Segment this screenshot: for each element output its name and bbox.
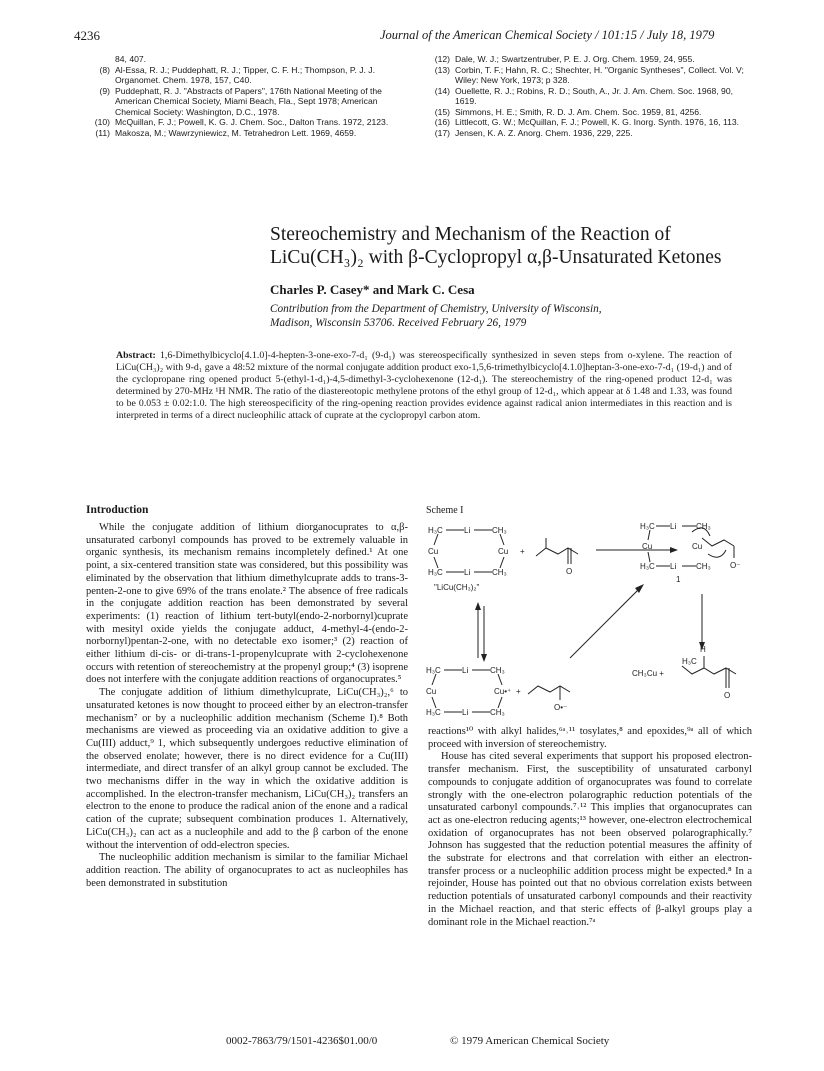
reference-text: 84, 407.	[115, 54, 147, 64]
abstract	[116, 350, 732, 422]
title-line-1: Stereochemistry and Mechanism of the Reaction of	[270, 224, 671, 245]
hydrogen-label: H	[700, 645, 706, 654]
abstract-label: Abstract:	[116, 350, 156, 361]
bond	[500, 557, 504, 568]
reference-text: McQuillan, F. J.; Powell, K. G. J. Chem. Soc., Dalton Trans. 1972, 2123.	[115, 117, 389, 127]
product-skeleton	[682, 666, 736, 674]
reference-item	[84, 117, 404, 128]
enone-skeleton	[536, 548, 578, 556]
reference-text: Puddephatt, R. J. "Abstracts of Papers", 176th National Meeting of the American Chemical Society, Miami Beach, Fla., Sept 1978; American Chemical Society: Washington, D.C., 1978.	[115, 85, 382, 117]
copper-radical-cation-label: Cu•⁺	[494, 687, 512, 696]
reference-number	[84, 54, 115, 65]
reference-number: (12)	[434, 54, 450, 64]
lithium-label: Li	[462, 666, 469, 675]
section-heading-introduction: Introduction	[86, 504, 149, 516]
paragraph: House has cited several experiments that support his proposed electron-transfer mechanism. First, the susceptibility of unsaturated carbonyl compounds to conjugate addition of organocuprates was found to correlate strongly with the one-electron polarographic reduction potentials of the unsaturated carbonyl compounds.⁷˒¹² This implies that organocuprates can act as one-electron reducing agents;¹³ however, one-electron electrochemical oxidation of organocuprates has not been observed polarographically.⁷ Johnson has suggested that the reduction potential measures the affinity of the substrate for electrons and that correlation with either an electron-transfer process or a nucleophilic addition process might be expected.⁸ In a rejoinder, House has pointed out that no obvious correlation exists between reduction potentials of unsaturated carbonyl compounds and their reactivity in the Michael reaction, and that steric effects of β-alkyl groups play a dominant role in the Michael reaction.⁷ᵃ	[428, 751, 752, 928]
reference-item	[424, 117, 750, 128]
reference-text: Ouellette, R. J.; Robins, R. D.; South, A., Jr. J. Am. Chem. Soc. 1968, 90, 1619.	[455, 85, 733, 106]
reference-item	[424, 86, 750, 107]
title-line-2: LiCu(CH₃)₂ with β-Cyclopropyl α,β-Unsaturated Ketones	[270, 247, 722, 268]
left-column-body	[86, 522, 408, 890]
methyl-label: CH₃	[696, 562, 711, 571]
bond	[498, 674, 502, 685]
page-number: 4236	[74, 28, 100, 43]
reference-item	[424, 65, 750, 86]
copper-label: Cu	[498, 547, 509, 556]
bond	[500, 534, 504, 545]
article-title	[270, 223, 790, 269]
affiliation-line-2: Madison, Wisconsin 53706. Received February 26, 1979	[270, 317, 527, 329]
references-right	[424, 54, 750, 138]
methyl-label: H₃C	[428, 568, 443, 577]
scheme-label: Scheme I	[426, 505, 464, 516]
plus-sign: +	[520, 547, 525, 556]
affiliation	[270, 302, 750, 330]
oxygen-label: O	[724, 691, 731, 700]
reference-number: (9)	[99, 85, 110, 96]
lithium-label: Li	[670, 562, 677, 571]
paragraph: The nucleophilic addition mechanism is similar to the familiar Michael addition reaction. The ability of organocuprates to act as nucleophiles has been demonstrated in substitution	[86, 852, 408, 889]
reference-text: Al-Essa, R. J.; Puddephatt, R. J.; Tipper, C. F. H.; Thompson, P. J. J. Organomet. Chem. 1978, 157, C40.	[115, 64, 375, 85]
abstract-text: 1,6-Dimethylbicyclo[4.1.0]-4-hepten-3-one-exo-7-d₁ (9-d₁) was stereospecifically synthesized in seven steps from o-xylene. The reaction of LiCu(CH₃)₂ with 9-d₁ gave a 48:52 mixture of the normal conjugate addition product exo-1,5,6-trimethylbicyclo[4.1.0]heptan-3-one-exo-7-d₁ (19-d₁) and of the cyclopropane ring opened product 5-(ethyl-1-d₁)-4,5-dimethyl-3-cyclohexenone (12-d₁). The stereochemistry of the ring-opened product 12-d₁ was determined by 270-MHz ¹H NMR. The ratio of the diastereotopic methylene protons of the ethyl group of 12-d₁, which appear at δ 1.48 and 1.33, was found to be 0.053 ± 0.02:1.0. The high stereospecificity of the ring-opening reaction provides evidence against radical anion intermediates in this reaction and is interpreted in terms of a direct nucleophilic attack of cuprate at the cyclopropyl carbon atom.	[116, 350, 732, 421]
paragraph: While the conjugate addition of lithium diorganocuprates to α,β-unsaturated carbonyl compounds has proved to be extremely valuable in organic synthesis, its mechanism remains incompletely defined.¹ At one point, a six-centered transition state was considered, but this possibility was eliminated by the observation that lithium dimethylcuprate adds to trans-3-penten-2-one to give 69% of the trans enolate.² The absence of free radicals in the conjugate addition reaction has been demonstrated by several experiments: (1) reaction of lithium tert-butyl(endo-2-norbornyl)cuprate with mesityl oxide yields the conjugate adduct, 4-methyl-4-(endo-2-norbornyl)pentan-2-one, with no detectable exo isomer;³ (2) reaction of either lithium di-cis- or di-trans-1-propenylcuprate with 2-cyclohexenone occurs with retention of stereochemistry at the propenyl group;⁴ (3) isoprene does not interfere with the conjugate addition reactions of organocuprates.⁵	[86, 522, 408, 686]
reaction-arrow	[570, 588, 640, 658]
reference-text: Littlecott, G. W.; McQuillan, F. J.; Powell, K. G. Inorg. Synth. 1976, 16, 113.	[455, 117, 740, 127]
lithium-label: Li	[464, 568, 471, 577]
reference-item	[84, 128, 404, 139]
reference-text: Dale, W. J.; Swartzentruber, P. E. J. Org. Chem. 1959, 24, 955.	[455, 54, 695, 64]
copper-label: Cu	[426, 687, 437, 696]
reference-text: Corbin, T. F.; Hahn, R. C.; Shechter, H. "Organic Syntheses", Collect. Vol. V; Wiley: New York, 1973; p 328.	[455, 64, 744, 85]
methyl-label: H₃C	[426, 708, 441, 717]
methyl-label: CH₃	[492, 526, 507, 535]
methyl-label: CH₃	[492, 568, 507, 577]
arrowhead	[475, 602, 481, 610]
arrowhead	[481, 654, 487, 662]
paragraph: The conjugate addition of lithium dimethylcuprate, LiCu(CH₃)₂,⁶ to unsaturated ketones is now thought to proceed either by an electron-transfer mechanism⁷ or by a nucleophilic addition mechanism (Scheme I).⁸ Both mechanisms are viewed as proceeding via an oxidative addition to give a Cu(III) adduct,⁹ 1, which subsequently undergoes reductive elimination of the observed enolate; however, there is no direct evidence for a Cu(III) intermediate, and direct transfer of an alkyl group cannot be excluded. The two mechanisms differ in the way in which the oxidative addition is accomplished. In the electron-transfer mechanism, LiCu(CH₃)₂ transfers an electron to the enone to produce the radical anion of the enone and a radical cation of the cuprate; subsequent combination produces 1. Alternatively, LiCu(CH₃)₂ can act as a nucleophile and add to the β carbon of the enone without the intervention of odd-electron species.	[86, 687, 408, 851]
paragraph: reactions¹⁰ with alkyl halides,⁶ᵃ˒¹¹ tosylates,⁸ and epoxides,⁹ᵃ all of which proceed with inversion of stereochemistry.	[428, 726, 752, 750]
lithium-label: Li	[670, 522, 677, 531]
copper-label: Cu	[692, 542, 703, 551]
methyl-label: H₃C	[682, 657, 697, 666]
right-column-body	[428, 726, 752, 929]
methyl-label: H₃C	[640, 522, 655, 531]
copper-label: Cu	[428, 547, 439, 556]
reference-item	[424, 107, 750, 118]
methyl-label: CH₃	[696, 522, 711, 531]
reference-item	[424, 128, 750, 139]
intermediate-number: 1	[676, 575, 681, 584]
methyl-label: CH₃	[490, 666, 505, 675]
reference-number: (10)	[94, 117, 110, 127]
reference-number: (13)	[434, 64, 450, 75]
reference-number: (15)	[434, 106, 450, 117]
cuprate-formula-label: "LiCu(CH₃)₂"	[434, 583, 480, 592]
arrowhead	[670, 547, 678, 553]
reference-number: (11)	[95, 127, 110, 138]
running-head: Journal of the American Chemical Society / 101:15 / July 18, 1979	[380, 28, 715, 42]
reference-text: Makosza, M.; Wawrzyniewicz, M. Tetrahedron Lett. 1969, 4659.	[115, 127, 357, 138]
lithium-label: Li	[462, 708, 469, 717]
bond	[648, 552, 650, 562]
reference-number: (14)	[434, 85, 450, 96]
reference-item	[84, 54, 404, 65]
methyl-label: H₃C	[428, 526, 443, 535]
bond	[434, 557, 438, 568]
enone-skeleton	[702, 538, 734, 546]
product-cuprate-label: CH₃Cu +	[632, 669, 664, 678]
bond	[432, 697, 436, 708]
reference-item	[84, 65, 404, 86]
reference-number: (16)	[434, 117, 450, 127]
methyl-label: CH₃	[490, 708, 505, 717]
authors: Charles P. Casey* and Mark C. Cesa	[270, 282, 475, 297]
plus-sign: +	[516, 687, 521, 696]
curved-arrow	[708, 550, 726, 557]
bond	[434, 534, 438, 545]
reaction-scheme	[420, 518, 750, 718]
references-left	[84, 54, 404, 138]
reference-item	[84, 86, 404, 118]
footer-copyright: © 1979 American Chemical Society	[450, 1035, 610, 1047]
bond	[648, 530, 650, 540]
enolate-oxygen-label: O⁻	[730, 561, 741, 570]
copper-label: Cu	[642, 542, 653, 551]
affiliation-line-1: Contribution from the Department of Chemistry, University of Wisconsin,	[270, 303, 602, 315]
reference-number: (17)	[434, 127, 450, 138]
methyl-label: H₃C	[426, 666, 441, 675]
reference-text: Simmons, H. E.; Smith, R. D. J. Am. Chem. Soc. 1959, 81, 4256.	[455, 106, 702, 117]
reference-number: (8)	[99, 64, 110, 75]
reference-item	[424, 54, 750, 65]
bond	[498, 697, 502, 708]
bond	[432, 674, 436, 685]
radical-anion-oxygen-label: O•⁻	[554, 703, 568, 712]
footer-code: 0002-7863/79/1501-4236$01.00/0	[226, 1035, 378, 1047]
enone-skeleton	[528, 686, 570, 694]
reference-text: Jensen, K. A. Z. Anorg. Chem. 1936, 229, 225.	[455, 127, 633, 138]
lithium-label: Li	[464, 526, 471, 535]
oxygen-label: O	[566, 567, 573, 576]
methyl-label: H₃C	[640, 562, 655, 571]
